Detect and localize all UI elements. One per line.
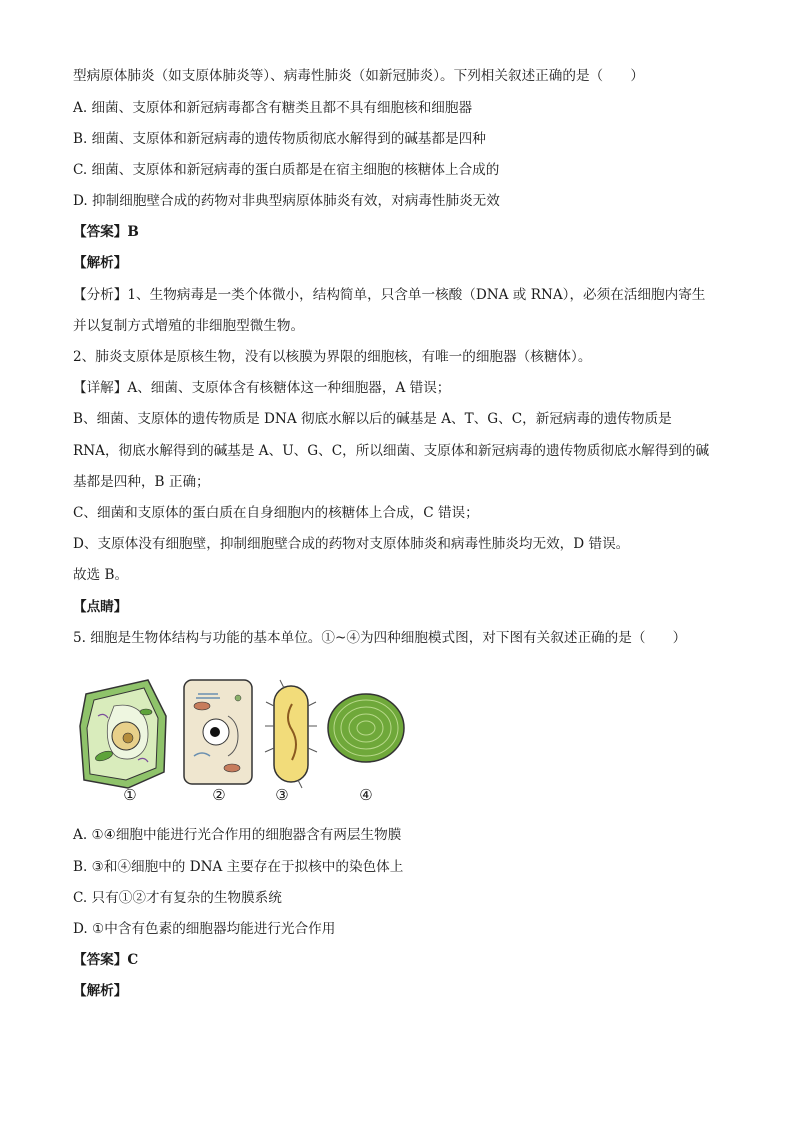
q4-detail-a: 【详解】A、细菌、支原体含有核糖体这一种细胞器，A 错误； [73,380,451,396]
q5-option-a: A. ①④细胞中能进行光合作用的细胞器含有两层生物膜 [73,827,402,843]
q4-detail-b-3: 基都是四种，B 正确； [73,474,210,490]
q4-detail-c: C、细菌和支原体的蛋白质在自身细胞内的核糖体上合成，C 错误； [73,505,479,521]
bacterium-icon [265,680,317,788]
q4-analysis-line-1: 【分析】1、生物病毒是一类个体微小，结构简单，只含单一核酸（DNA 或 RNA），必须在活细胞内寄生 [73,287,706,303]
q5-option-c: C. 只有①②才有复杂的生物膜系统 [73,890,282,906]
figure-label-3: ③ [275,786,289,804]
q5-option-d: D. ①中含有色素的细胞器均能进行光合作用 [73,921,336,937]
q5-stem: 5. 细胞是生物体结构与功能的基本单位。①~④为四种细胞模式图，对下图有关叙述正确的是（ ） [73,630,687,646]
q4-option-d: D. 抑制细胞壁合成的药物对非典型病原体肺炎有效，对病毒性肺炎无效 [73,193,500,209]
q4-key-points-heading: 【点睛】 [73,599,128,615]
q4-analysis-line-3: 2、肺炎支原体是原核生物，没有以核膜为界限的细胞核，有唯一的细胞器（核糖体）。 [73,349,592,365]
q4-answer: 【答案】B [73,224,139,240]
q4-option-a: A. 细菌、支原体和新冠病毒都含有糖类且都不具有细胞核和细胞器 [73,100,473,116]
q4-option-c: C. 细菌、支原体和新冠病毒的蛋白质都是在宿主细胞的核糖体上合成的 [73,162,500,178]
q4-detail-b-1: B、细菌、支原体的遗传物质是 DNA 彻底水解以后的碱基是 A、T、G、C，新冠病毒的遗传物质是 [73,411,672,427]
question-stem-continued: 型病原体肺炎（如支原体肺炎等）、病毒性肺炎（如新冠肺炎）。下列相关叙述正确的是（ ） [73,68,644,84]
algae-cell-icon [328,694,404,762]
q4-detail-d: D、支原体没有细胞壁，抑制细胞壁合成的药物对支原体肺炎和病毒性肺炎均无效，D 错误。 [73,536,630,552]
q4-option-b: B. 细菌、支原体和新冠病毒的遗传物质彻底水解得到的碱基都是四种 [73,131,486,147]
q4-analysis-heading: 【解析】 [73,255,128,271]
plant-cell-icon [80,680,166,788]
figure-label-2: ② [212,786,226,804]
figure-label-4: ④ [359,786,373,804]
animal-cell-icon [184,680,252,784]
q5-answer: 【答案】C [73,952,139,968]
q4-analysis-line-2: 并以复制方式增殖的非细胞型微生物。 [73,318,305,334]
q4-conclusion: 故选 B。 [73,567,129,583]
figure-label-1: ① [123,786,137,804]
q5-analysis-heading: 【解析】 [73,983,128,999]
q5-option-b: B. ③和④细胞中的 DNA 主要存在于拟核中的染色体上 [73,859,404,875]
q4-detail-b-2: RNA，彻底水解得到的碱基是 A、U、G、C，所以细菌、支原体和新冠病毒的遗传物质彻底水解得到的碱 [73,443,710,459]
